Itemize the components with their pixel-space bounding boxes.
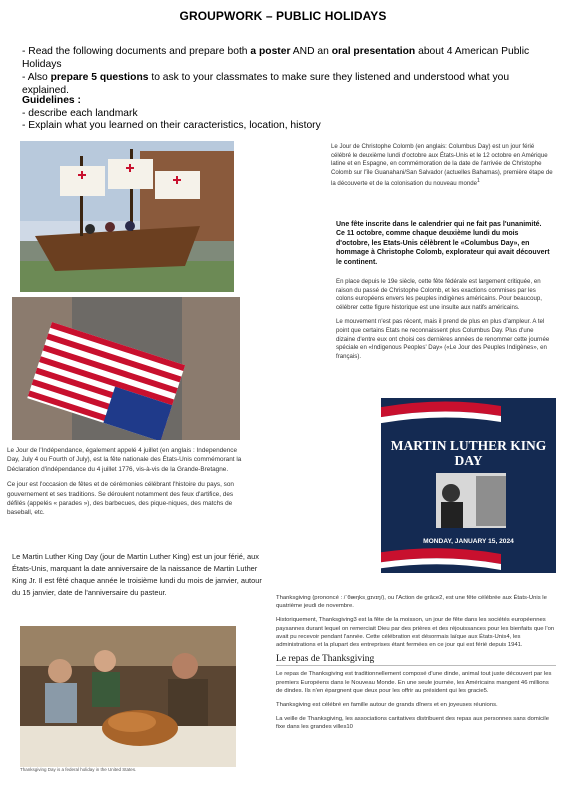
instr-bold: prepare 5 questions <box>50 72 149 83</box>
columbus-section <box>331 143 553 195</box>
guidelines-heading: Guidelines : <box>22 95 81 106</box>
instruction-2 <box>22 71 552 97</box>
guideline-item: - Explain what you learned on their caracteristics, location, history <box>22 120 321 131</box>
independence-section <box>7 446 243 524</box>
thanksgiving-section <box>276 594 556 738</box>
columbus-more <box>336 278 552 367</box>
guidelines <box>22 95 552 133</box>
footnote: 1 <box>477 178 480 185</box>
mlk-poster-date: MONDAY, JANUARY 15, 2024 <box>423 538 514 545</box>
page-title: GROUPWORK – PUBLIC HOLIDAYS <box>179 9 387 23</box>
instr-bold: a poster <box>250 46 291 57</box>
thanksgiving-dinner-photo <box>20 626 236 767</box>
thanksgiving-p4: Thanksgiving est célébré en famille autour de grands dîners et en joyeuses réunions. <box>276 702 498 709</box>
thanksgiving-p5: La veille de Thanksgiving, les associations caritatives distribuent des repas aux personnes sans domicile fixe dans les grandes villes10 <box>276 716 549 731</box>
mlk-poster-title: MARTIN LUTHER KING DAY <box>390 438 547 468</box>
instr-text: - Read the following documents and prepare both <box>22 46 251 57</box>
instruction-1 <box>22 45 552 71</box>
instr-text: - Also <box>22 72 51 83</box>
columbus-p1 <box>331 143 553 189</box>
independence-parade-photo <box>12 297 240 440</box>
thanksgiving-p1: Thanksgiving (prononcé : /ˈθæŋksˌɡɪvɪŋ/), ou l'Action de grâce2, est une fête célébrée aux États-Unis le quatrième jeudi de novembre. <box>276 595 547 610</box>
independence-p1: Le Jour de l'Indépendance, également appelé 4 juillet (en anglais : Independence Day, July 4 ou Fourth of July), est la fête nationale des États-Unis commémorant la Déclaration d'indépendance du 4 juillet 1776, vis-à-vis de la Grande-Bretagne. <box>7 447 242 473</box>
thanksgiving-heading: Le repas de Thanksgiving <box>276 655 556 666</box>
thanksgiving-p2: Historiquement, Thanksgiving3 est la fête de la moisson, un jour de fête dans les sociétés européennes paysannes durant lequel on remerciait Dieu par des prières et des réjouissances pour les bienfaits que l'on avait pu recevoir pendant l'année. Cette célébration est désormais laïque aux États-Unis4, les administrations et la plupart des entreprises étant fermées en ce jour qui est férié depuis 1941. <box>276 617 555 649</box>
mlk-poster <box>381 398 556 573</box>
thanksgiving-p3: Le repas de Thanksgiving est traditionnellement composé d'une dinde, animal tout juste découvert par les premiers Européens dans le Nouveau Monde. En une seule journée, les Américains mangent 46 millions de dindes. Ils n'en épargnent que deux pour les offrir au président qui les gracie5. <box>276 671 552 694</box>
mlk-section: Le Martin Luther King Day (jour de Martin Luther King) est un jour férié, aux États-Unis, marquant la date anniversaire de la naissance de Martin Luther King Jr. Il est fêté chaque année le troisième lundi du mois de janvier, autour du 15 janvier, date de l'anniversaire du pasteur. <box>12 552 262 597</box>
guideline-item: - describe each landmark <box>22 107 138 119</box>
instr-text: AND an <box>290 46 332 57</box>
columbus-ship-photo <box>20 141 234 292</box>
instr-bold: oral presentation <box>331 46 416 57</box>
thanksgiving-caption: Thanksgiving Day is a federal holiday in the United States. <box>20 767 137 772</box>
instr-text: to ask to your classmates to make sure they listened and understood what you explained. <box>22 72 510 96</box>
columbus-p4: Le mouvement n'est pas récent, mais il prend de plus en plus d'ampleur. A tel point que certains Etats ne reconnaissent plus Columbus Day. Plus d'une dizaine d'entre eux ont choisi ces dernières années de renommer cette journée spéciale en «Indigenous Peoples' Day» («Le Jour des Peuples Indigènes», en français). <box>336 318 550 360</box>
columbus-text: Le Jour de Christophe Colomb (en anglais: Columbus Day) est un jour férié célébré le deuxième lundi d'octobre aux États-Unis et le 12 octobre en Amérique latine et en Espagne, en commémoration de la date de l'arrivée de Christophe Colomb sur l'île Guanahani/San Salvador (actuelles Bahamas), première étape de la découverte et de la colonisation du nouveau monde <box>331 143 553 188</box>
instr-text: about 4 American Public Holidays <box>22 46 530 70</box>
columbus-highlight: Une fête inscrite dans le calendrier qui ne fait pas l'unanimité. Ce 11 octobre, comme chaque deuxième lundi du mois d'octobre, les Etats-Unis célèbrent le «Columbus Day», en hommage à Christophe Colomb, explorateur qui avait découvert le continent. <box>336 221 550 266</box>
independence-p2: Ce jour est l'occasion de fêtes et de cérémonies célébrant l'histoire du pays, son gouvernement et ses traditions. Se déroulent notamment des feux d'artifice, des défilés (appelés « parades »), des barbecues, des pique-niques, des matchs de baseball, etc. <box>7 481 234 517</box>
columbus-p3: En place depuis le 19e siècle, cette fête fédérale est largement critiquée, en raison du passé de Christophe Colomb, et les exactions commises par les colons européens envers les peuples indigènes américains. Pour beaucoup, célébrer cette figure historique est une insulte aux natifs américains. <box>336 278 542 311</box>
instructions <box>22 45 552 97</box>
